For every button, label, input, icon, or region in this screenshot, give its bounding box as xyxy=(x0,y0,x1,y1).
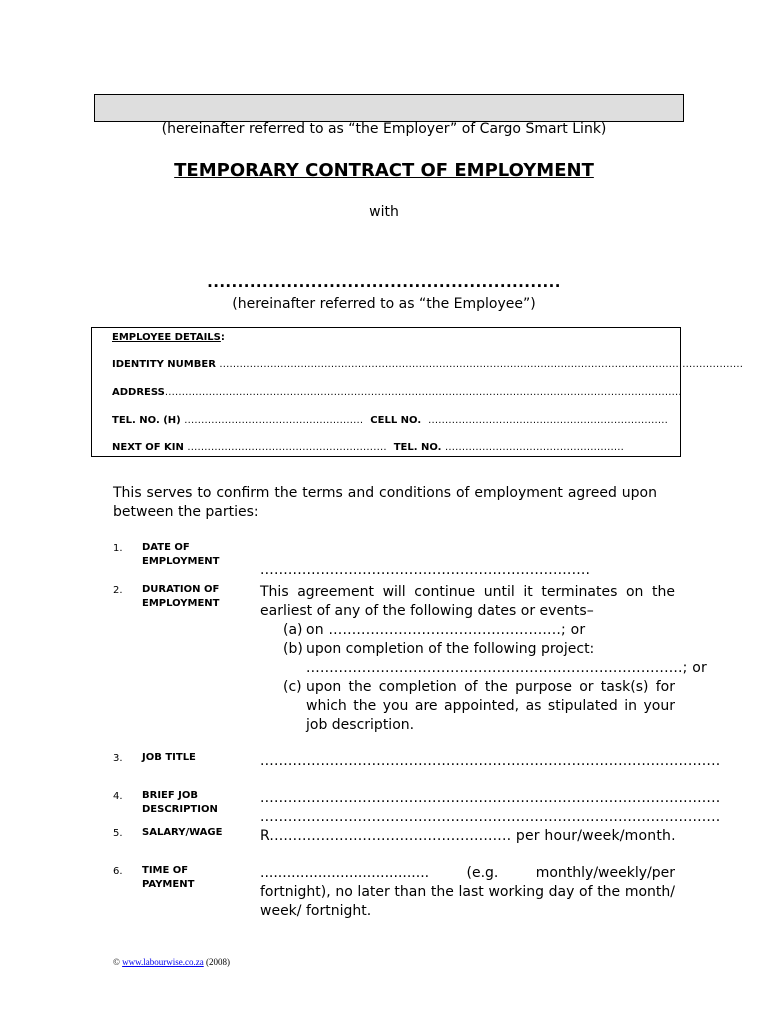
employee-details-heading: EMPLOYEE DETAILS: xyxy=(112,332,225,343)
clause-2-number: 2. xyxy=(113,585,123,596)
employee-name-line: .......................................................... xyxy=(207,273,561,291)
job-description-field-2: ................................................................................................... xyxy=(260,809,721,825)
clause-6-number: 6. xyxy=(113,866,123,877)
project-field: .................................................................................; or xyxy=(306,660,707,676)
salary-field: R.................................................... per hour/week/month. xyxy=(260,828,676,844)
clause-6-label: TIME OF PAYMENT xyxy=(142,865,195,890)
tel-home-field: ..................................................... xyxy=(184,415,364,426)
next-of-kin-field: ........................................................... xyxy=(187,442,387,453)
cell-field: .......................................................... xyxy=(428,415,625,426)
address-row: ADDRESS......................................................................................................................................................... xyxy=(112,387,682,398)
clause-1-number: 1. xyxy=(113,543,123,554)
clause-3-label: JOB TITLE xyxy=(142,752,196,763)
address-field: ......................................................................................................................................................... xyxy=(164,387,682,398)
date-of-employment-field: ....................................................................... xyxy=(260,562,591,578)
option-a-marker: (a) xyxy=(283,622,303,638)
employee-reference: (hereinafter referred to as “the Employee”) xyxy=(232,296,536,312)
time-of-payment-text: ...................................... (e.g. monthly/weekly/per fortnight), no later than the last working day of the month/ week/ fortnight. xyxy=(260,865,675,919)
document-title: TEMPORARY CONTRACT OF EMPLOYMENT xyxy=(174,160,594,181)
option-b-marker: (b) xyxy=(283,641,303,657)
identity-number-field: ........................................................................................................................................................... xyxy=(219,359,744,370)
option-c-marker: (c) xyxy=(283,679,302,695)
clause-3-number: 3. xyxy=(113,753,123,764)
footer-year: (2008) xyxy=(205,957,230,967)
identity-number-row: IDENTITY NUMBER ........................................................................................................................................................... xyxy=(112,359,744,370)
with-text: with xyxy=(369,204,399,220)
job-title-field: ................................................................................................... xyxy=(260,753,721,769)
intro-paragraph: This serves to confirm the terms and conditions of employment agreed upon between the parties: xyxy=(113,485,657,520)
clause-4-label: BRIEF JOB DESCRIPTION xyxy=(142,790,218,815)
employee-details-box xyxy=(91,327,744,457)
next-of-kin-row: NEXT OF KIN ........................................................... TEL. NO. ..................................................... xyxy=(112,442,625,453)
option-b-text: upon completion of the following project: xyxy=(306,641,595,657)
footer xyxy=(113,957,230,967)
clause-5-label: SALARY/WAGE xyxy=(142,827,223,838)
option-c-text: upon the completion of the purpose or task(s) for which the you are appointed, as stipulated in your job description. xyxy=(306,679,675,733)
option-a-text: on ..................................................; or xyxy=(306,622,586,638)
clause-5-number: 5. xyxy=(113,828,123,839)
clause-1-label: DATE OF EMPLOYMENT xyxy=(142,542,220,567)
tel-home-row: TEL. NO. (H) ..................................................... CELL NO. ....................................................................... xyxy=(112,415,669,426)
duration-intro: This agreement will continue until it terminates on the earliest of any of the following dates or events– xyxy=(260,584,675,619)
employer-reference: (hereinafter referred to as “the Employer” of Cargo Smart Link) xyxy=(161,121,607,137)
labourwise-link[interactable]: www.labourwise.co.za xyxy=(122,957,204,967)
job-description-field-1: ................................................................................................... xyxy=(260,790,721,806)
clause-4-number: 4. xyxy=(113,791,123,802)
tel-field: ..................................................... xyxy=(444,442,625,453)
clause-2-label: DURATION OF EMPLOYMENT xyxy=(142,584,220,609)
copyright-symbol: © xyxy=(113,957,120,967)
employer-name-box xyxy=(94,94,684,122)
